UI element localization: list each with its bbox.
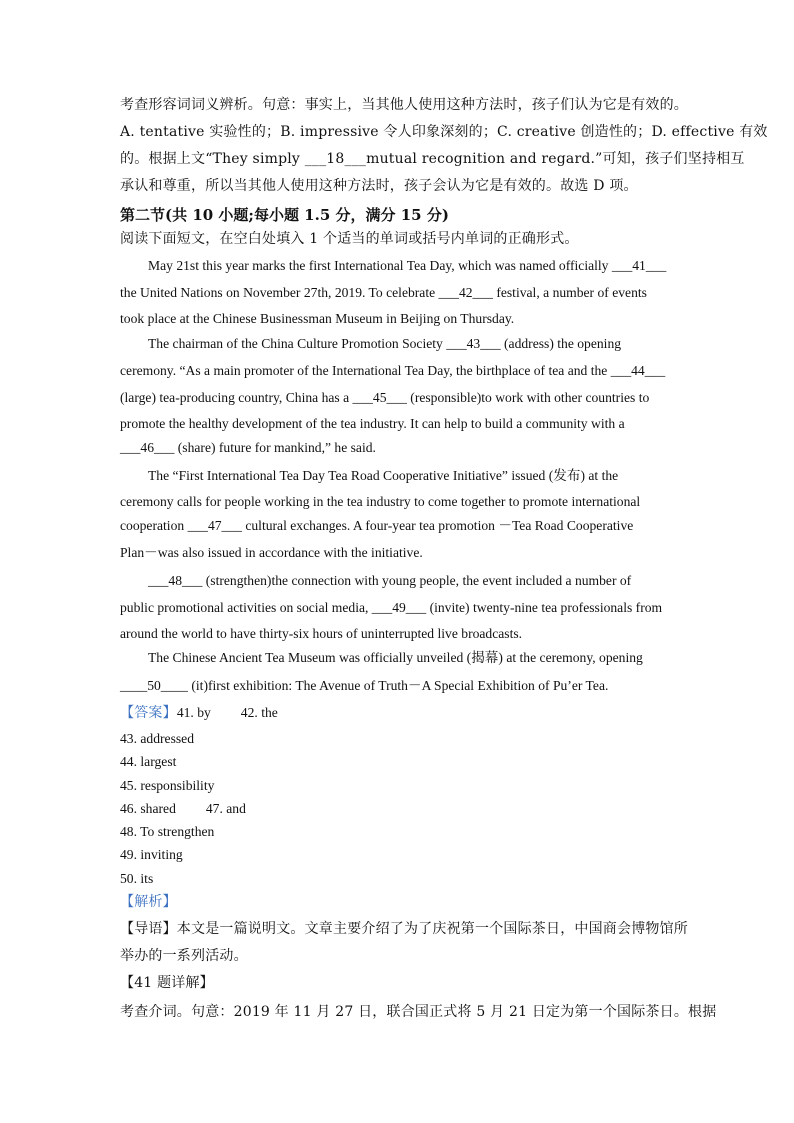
passage-line: ceremony calls for people working in the tea industry to come together to promote international	[120, 494, 641, 509]
answer-46: 46. shared	[120, 801, 176, 816]
passage-line: promote the healthy development of the tea industry. It can help to build a community with a	[120, 416, 625, 431]
passage-line: The “First International Tea Day Tea Road Cooperative Initiative” issued (发布) at the	[148, 468, 619, 483]
passage-line: public promotional activities on social media, ___49___ (invite) twenty-nine tea professionals from	[120, 600, 663, 615]
section-instruction: 阅读下面短文，在空白处填入 1 个适当的单词或括号内单词的正确形式。	[120, 231, 579, 247]
answer-45: 45. responsibility	[120, 778, 215, 793]
passage-line: ____50____ (it)first exhibition: The Avenue of Truth－A Special Exhibition of Pu’er Tea.	[120, 678, 609, 693]
passage-line: The chairman of the China Culture Promotion Society ___43___ (address) the opening	[148, 336, 622, 351]
answer-row-1	[120, 703, 278, 724]
section-title: 第二节(共 10 小题;每小题 1.5 分，满分 15 分)	[120, 206, 449, 224]
passage-line: cooperation ___47___ cultural exchanges. A four-year tea promotion －Tea Road Cooperative	[120, 518, 634, 533]
passage-line: Plan－was also issued in accordance with the initiative.	[120, 545, 423, 560]
passage-line: took place at the Chinese Businessman Museum in Beijing on Thursday.	[120, 311, 515, 326]
prev-analysis-line-4: 承认和尊重，所以当其他人使用这种方法时，孩子会认为它是有效的。故选 D 项。	[120, 178, 638, 194]
prev-analysis-line-1: 考查形容词词义辨析。句意：事实上，当其他人使用这种方法时，孩子们认为它是有效的。	[120, 97, 688, 113]
q41-title: 【41 题详解】	[120, 975, 214, 991]
answer-row-46-47	[120, 799, 246, 819]
answer-44: 44. largest	[120, 754, 177, 769]
passage-line: the United Nations on November 27th, 2019. To celebrate ___42___ festival, a number of events	[120, 285, 647, 300]
q41-text: 考查介词。句意：2019 年 11 月 27 日，联合国正式将 5 月 21 日定为第一个国际茶日。根据	[120, 1004, 717, 1020]
guide-line-1: 【导语】本文是一篇说明文。文章主要介绍了为了庆祝第一个国际茶日，中国商会博物馆所	[120, 921, 688, 937]
answer-47: 47. and	[205, 801, 246, 816]
guide-line-2: 举办的一系列活动。	[120, 948, 248, 964]
passage-line: May 21st this year marks the first International Tea Day, which was named officially ___41___	[148, 258, 667, 273]
passage-line: ___46___ (share) future for mankind,” he said.	[120, 440, 376, 455]
answer-50: 50. its	[120, 871, 154, 886]
analysis-label: 【解析】	[120, 894, 177, 910]
answer-label: 【答案】	[120, 706, 177, 721]
answer-43: 43. addressed	[120, 731, 194, 746]
passage-line: ___48___ (strengthen)the connection with young people, the event included a number of	[148, 573, 632, 588]
prev-analysis-line-3: 的。根据上文“They simply ___18___mutual recognition and regard.”可知，孩子们坚持相互	[120, 151, 745, 167]
answer-48: 48. To strengthen	[120, 824, 215, 839]
answer-42: 42. the	[240, 705, 278, 720]
answer-41: 41. by	[176, 705, 211, 720]
passage-line: ceremony. “As a main promoter of the International Tea Day, the birthplace of tea and the ___44___	[120, 363, 666, 378]
prev-analysis-line-2: A. tentative 实验性的；B. impressive 令人印象深刻的；C. creative 创造性的；D. effective 有效	[120, 124, 768, 140]
passage-line: (large) tea-producing country, China has a ___45___ (responsible)to work with other countries to	[120, 390, 650, 405]
answer-49: 49. inviting	[120, 847, 183, 862]
passage-line: around the world to have thirty-six hours of uninterrupted live broadcasts.	[120, 626, 523, 641]
passage-line: The Chinese Ancient Tea Museum was officially unveiled (揭幕) at the ceremony, opening	[148, 650, 643, 665]
